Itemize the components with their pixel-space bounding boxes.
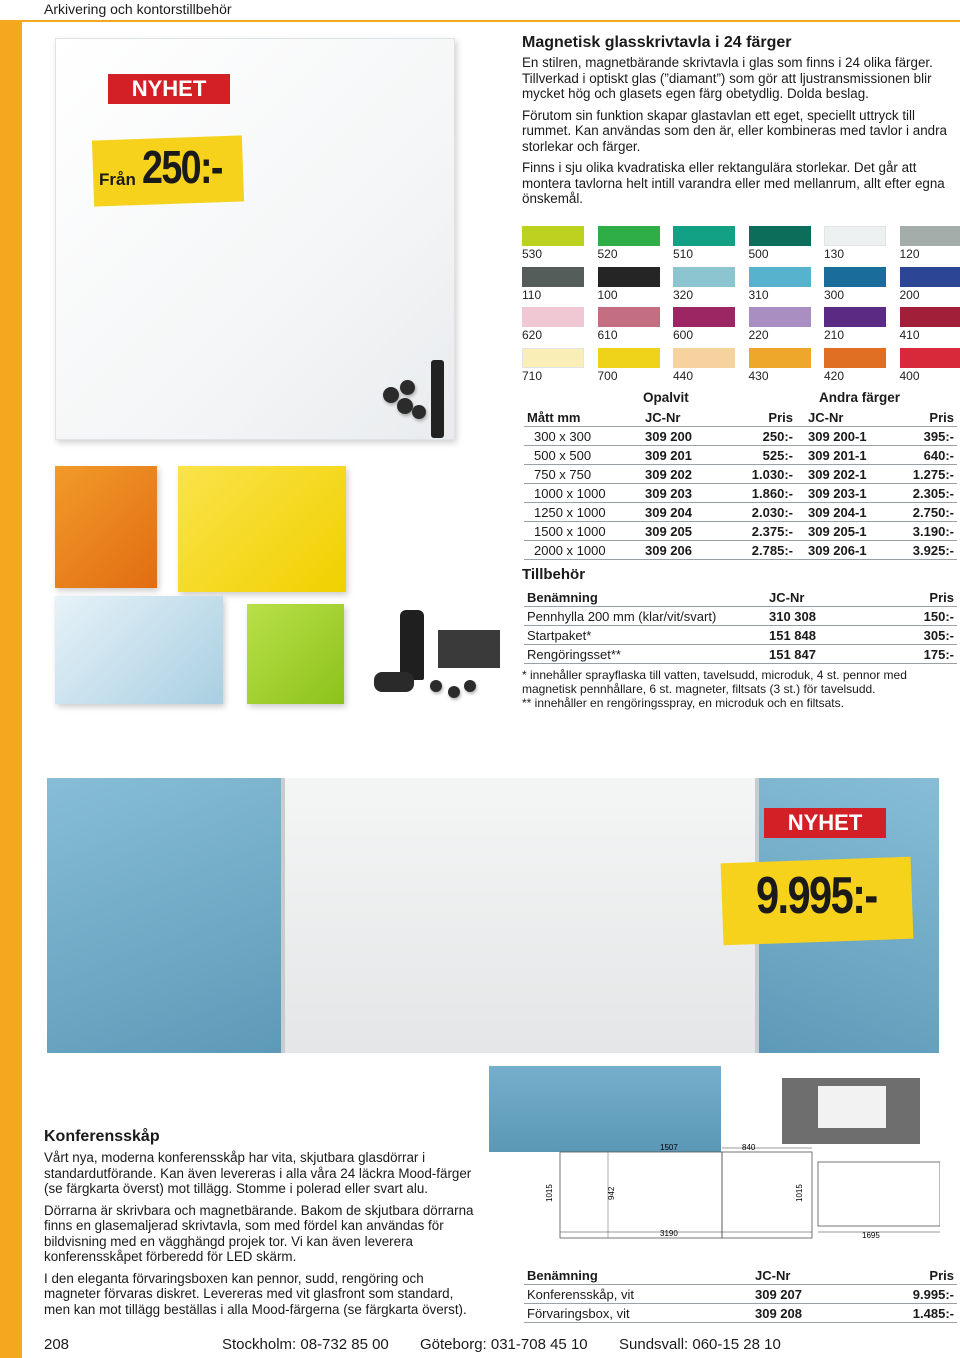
table-cell: 3.190:-: [907, 522, 957, 541]
color-code-label: 420: [824, 368, 845, 383]
color-swatch: [749, 307, 811, 327]
dimension-label: 1695: [862, 1231, 880, 1240]
cabinet-price-table: [524, 1266, 957, 1323]
table-header-row: [524, 588, 957, 607]
color-swatch: [749, 226, 811, 246]
table-cell: 300 x 300: [524, 427, 642, 446]
color-swatch: [749, 348, 811, 368]
magnet-icon: [430, 680, 442, 692]
color-swatch: [900, 307, 960, 327]
table-cell: 3.925:-: [907, 541, 957, 560]
magnet-icon: [383, 387, 399, 403]
accessories-table: [524, 588, 957, 664]
opal-group-label: Opalvit: [643, 390, 689, 405]
table-cell: 2.030:-: [730, 503, 796, 522]
table-cell: 500 x 500: [524, 446, 642, 465]
color-swatch: [522, 307, 584, 327]
table-cell: 309 206-1: [796, 541, 907, 560]
color-code-label: 410: [899, 328, 920, 342]
color-swatch: [522, 348, 584, 368]
table-cell: 151 847: [766, 645, 882, 664]
table-cell: 2.375:-: [730, 522, 796, 541]
table-cell: 1.275:-: [907, 465, 957, 484]
nyhet-badge: NYHET: [764, 808, 886, 838]
column-header: Pris: [868, 1266, 957, 1285]
cabinet-title: Konferensskåp: [44, 1128, 160, 1145]
cabinet-description: [44, 1150, 482, 1323]
table-cell: 1.860:-: [730, 484, 796, 503]
product-paragraph: Finns i sju olika kvadratiska eller rektangulära storlekar. Det går att montera tavlorna helt intill varandra eller med mellanrum, allt efter egna önskemål.: [522, 160, 945, 206]
table-cell: 1250 x 1000: [524, 503, 642, 522]
column-header: JC-Nr: [642, 408, 730, 427]
starter-kit-image: [360, 580, 505, 710]
color-swatch: [598, 348, 660, 368]
table-cell: 309 208: [752, 1304, 868, 1323]
table-cell: Startpaket*: [524, 626, 766, 645]
table-cell: 309 200-1: [796, 427, 907, 446]
color-code-label: 430: [748, 368, 769, 383]
accent-sidebar: [0, 22, 22, 1358]
cabinet-paragraph: I den eleganta förvaringsboxen kan pennor, sudd, rengöring och magneter förvaras diskret. Levereras med vit glasfront som standard, men kan mot tillägg beställas i alla Mood-färgerna (se färgkarta överst).: [44, 1270, 467, 1317]
table-row: [524, 446, 957, 465]
dimension-label: 1015: [795, 1184, 804, 1202]
color-swatch: [598, 267, 660, 287]
section-title: Arkivering och kontorstillbehör: [44, 1, 232, 17]
color-code-label: 100: [597, 287, 618, 302]
table-cell: 525:-: [730, 446, 796, 465]
marker-pen-icon: [431, 360, 444, 438]
table-cell: 1.030:-: [730, 465, 796, 484]
color-code-label: 600: [673, 328, 694, 342]
page-number: 208: [44, 1336, 70, 1353]
table-cell: 309 205: [642, 522, 730, 541]
glass-sample-orange: [55, 466, 157, 588]
color-code-label: 110: [522, 287, 542, 302]
column-header: Benämning: [524, 588, 766, 607]
eraser-icon: [374, 672, 414, 692]
table-row: [524, 626, 957, 645]
table-cell: 309 201: [642, 446, 730, 465]
glass-sample-green: [247, 604, 344, 704]
color-swatch: [673, 307, 735, 327]
table-header-row: [524, 1266, 957, 1285]
table-header-row: [524, 408, 957, 427]
magnet-icon: [448, 686, 460, 698]
table-cell: 309 207: [752, 1285, 868, 1304]
color-swatch: [673, 226, 735, 246]
table-row: [524, 1304, 957, 1323]
color-swatch: [598, 226, 660, 246]
table-cell: 309 206: [642, 541, 730, 560]
dimension-label: 840: [742, 1143, 756, 1152]
footer-goteborg: Göteborg: 031-708 45 10: [420, 1336, 588, 1353]
color-swatch: [824, 267, 886, 287]
magnet-icon: [412, 405, 426, 419]
table-row: [524, 427, 957, 446]
header-rule: [0, 20, 960, 22]
table-cell: 175:-: [882, 645, 957, 664]
table-cell: 309 202: [642, 465, 730, 484]
table-cell: Rengöringsset**: [524, 645, 766, 664]
product-paragraph: Förutom sin funktion skapar glastavlan ett eget, speciellt uttryck till rummet. Kan användas som den är, eller kombineras med tavlor i andra storlekar och färger.: [522, 107, 947, 154]
color-swatch: [673, 267, 735, 287]
color-code-label: 200: [899, 287, 920, 302]
table-cell: Konferensskåp, vit: [524, 1285, 752, 1304]
dimension-label: 1015: [545, 1184, 554, 1202]
table-cell: 1000 x 1000: [524, 484, 642, 503]
magnet-icon: [464, 680, 476, 692]
table-cell: 9.995:-: [868, 1285, 957, 1304]
product-description: [522, 55, 960, 213]
cabinet-technical-drawing: [530, 1140, 940, 1244]
color-code-label: 440: [673, 368, 694, 383]
color-swatch: [522, 226, 584, 246]
column-header: Mått mm: [524, 408, 642, 427]
color-swatch: [749, 267, 811, 287]
color-code-label: 400: [899, 368, 920, 383]
table-cell: 309 203: [642, 484, 730, 503]
color-code-label: 310: [748, 287, 769, 302]
table-cell: 2.750:-: [907, 503, 957, 522]
table-cell: 395:-: [907, 427, 957, 446]
column-header: JC-Nr: [752, 1266, 868, 1285]
table-row: [524, 645, 957, 664]
footer-sundsvall: Sundsvall: 060-15 28 10: [619, 1336, 781, 1353]
cabinet-whiteboard: [281, 778, 759, 1053]
color-code-label: 530: [522, 247, 543, 261]
color-swatch: [824, 348, 886, 368]
table-cell: 309 204: [642, 503, 730, 522]
size-price-table: [524, 408, 957, 560]
nyhet-badge: NYHET: [108, 74, 230, 104]
product-title: Magnetisk glasskrivtavla i 24 färger: [522, 34, 792, 51]
table-cell: 309 200: [642, 427, 730, 446]
glass-sample-blue: [55, 596, 223, 704]
table-cell: 151 848: [766, 626, 882, 645]
column-header: Benämning: [524, 1266, 752, 1285]
table-cell: 309 202-1: [796, 465, 907, 484]
glass-sample-yellow: [178, 466, 346, 592]
table-cell: 2000 x 1000: [524, 541, 642, 560]
from-label: Från: [99, 170, 136, 189]
table-row: [524, 465, 957, 484]
color-code-label: 710: [522, 368, 543, 383]
dimension-label: 1507: [660, 1143, 678, 1152]
color-swatch: [824, 307, 886, 327]
footnote: * innehåller sprayflaska till vatten, tavelsudd, microduk, 4 st. pennor med magnetisk pennhållare, 6 st. magneter, filtsats (3 st.) för tavelsudd.: [522, 668, 907, 696]
other-colors-group-label: Andra färger: [819, 390, 901, 405]
dimension-label: 942: [607, 1186, 616, 1200]
table-row: [524, 503, 957, 522]
drawing-outline: [818, 1162, 940, 1226]
drawing-outline: [560, 1152, 722, 1238]
color-swatch: [900, 267, 960, 287]
table-cell: 305:-: [882, 626, 957, 645]
magnet-icon: [400, 380, 415, 395]
table-row: [524, 522, 957, 541]
table-row: [524, 1285, 957, 1304]
cabinet-paragraph: Dörrarna är skrivbara och magnetbärande. Bakom de skjutbara dörrarna finns en glasemaljerad skrivtavla, som med fördel kan användas för bildvisning med en vägghängd projek tor. Vi kan även leverera konferensskåpet förberedd för LED skärm.: [44, 1202, 474, 1264]
product-paragraph: En stilren, magnetbärande skrivtavla i glas som finns i 24 olika färger. Tillverkad i optiskt glas (”diamant”) som gör att ljustransmissionen blir mycket hög och glasets egen färg obetydlig. Dolda beslag.: [522, 55, 933, 101]
table-cell: 309 205-1: [796, 522, 907, 541]
column-header: Pris: [907, 408, 957, 427]
color-swatch: [522, 267, 584, 287]
footnote: ** innehåller en rengöringsspray, en microduk och en filtsats.: [522, 696, 844, 710]
storage-box-interior: [818, 1086, 886, 1128]
accessories-title: Tillbehör: [522, 566, 586, 583]
color-code-label: 500: [748, 247, 769, 261]
cabinet-paragraph: Vårt nya, moderna konferensskåp har vita, skjutbara glasdörrar i standardutförande. Kan även levereras i alla våra 24 läckra Mood-färger (se färgkarta överst) mot tillägg. Stomme i polerad eller svart alu.: [44, 1150, 472, 1196]
color-swatch: [900, 348, 960, 368]
table-cell: 309 201-1: [796, 446, 907, 465]
color-code-label: 120: [899, 247, 920, 261]
color-code-label: 220: [748, 328, 769, 342]
table-cell: 640:-: [907, 446, 957, 465]
footer-stockholm: Stockholm: 08-732 85 00: [222, 1336, 389, 1353]
table-row: [524, 541, 957, 560]
color-swatch: [673, 348, 735, 368]
column-header: Pris: [882, 588, 957, 607]
cabinet-left-door: [47, 778, 281, 1053]
table-cell: 2.785:-: [730, 541, 796, 560]
table-cell: 309 203-1: [796, 484, 907, 503]
table-cell: 250:-: [730, 427, 796, 446]
table-cell: 1.485:-: [868, 1304, 957, 1323]
table-cell: 2.305:-: [907, 484, 957, 503]
color-code-label: 320: [673, 287, 694, 302]
color-code-label: 510: [673, 247, 694, 261]
accessories-footnotes: [522, 668, 958, 710]
color-code-label: 210: [824, 328, 845, 342]
color-code-label: 610: [597, 328, 618, 342]
table-cell: 750 x 750: [524, 465, 642, 484]
color-swatch: [824, 226, 886, 246]
promo-price: 250:-: [142, 141, 222, 193]
table-row: [524, 607, 957, 626]
table-cell: Pennhylla 200 mm (klar/vit/svart): [524, 607, 766, 626]
column-header: JC-Nr: [796, 408, 907, 427]
color-code-label: 520: [597, 247, 618, 261]
cabinet-promo-price: 9.995:-: [756, 867, 877, 925]
table-cell: 309 204-1: [796, 503, 907, 522]
color-code-label: 300: [824, 287, 845, 302]
table-cell: 310 308: [766, 607, 882, 626]
column-header: Pris: [730, 408, 796, 427]
pen-holder-icon: [438, 630, 500, 668]
magnet-icon: [397, 398, 413, 414]
table-row: [524, 484, 957, 503]
color-code-label: 700: [597, 368, 618, 383]
spray-bottle-icon: [400, 610, 424, 680]
page-header: [0, 0, 960, 22]
table-cell: 1500 x 1000: [524, 522, 642, 541]
column-header: JC-Nr: [766, 588, 882, 607]
color-swatch: [598, 307, 660, 327]
color-code-label: 620: [522, 328, 543, 342]
table-cell: 150:-: [882, 607, 957, 626]
dimension-label: 3190: [660, 1229, 678, 1238]
table-cell: Förvaringsbox, vit: [524, 1304, 752, 1323]
color-swatch: [900, 226, 960, 246]
color-code-label: 130: [824, 247, 845, 261]
